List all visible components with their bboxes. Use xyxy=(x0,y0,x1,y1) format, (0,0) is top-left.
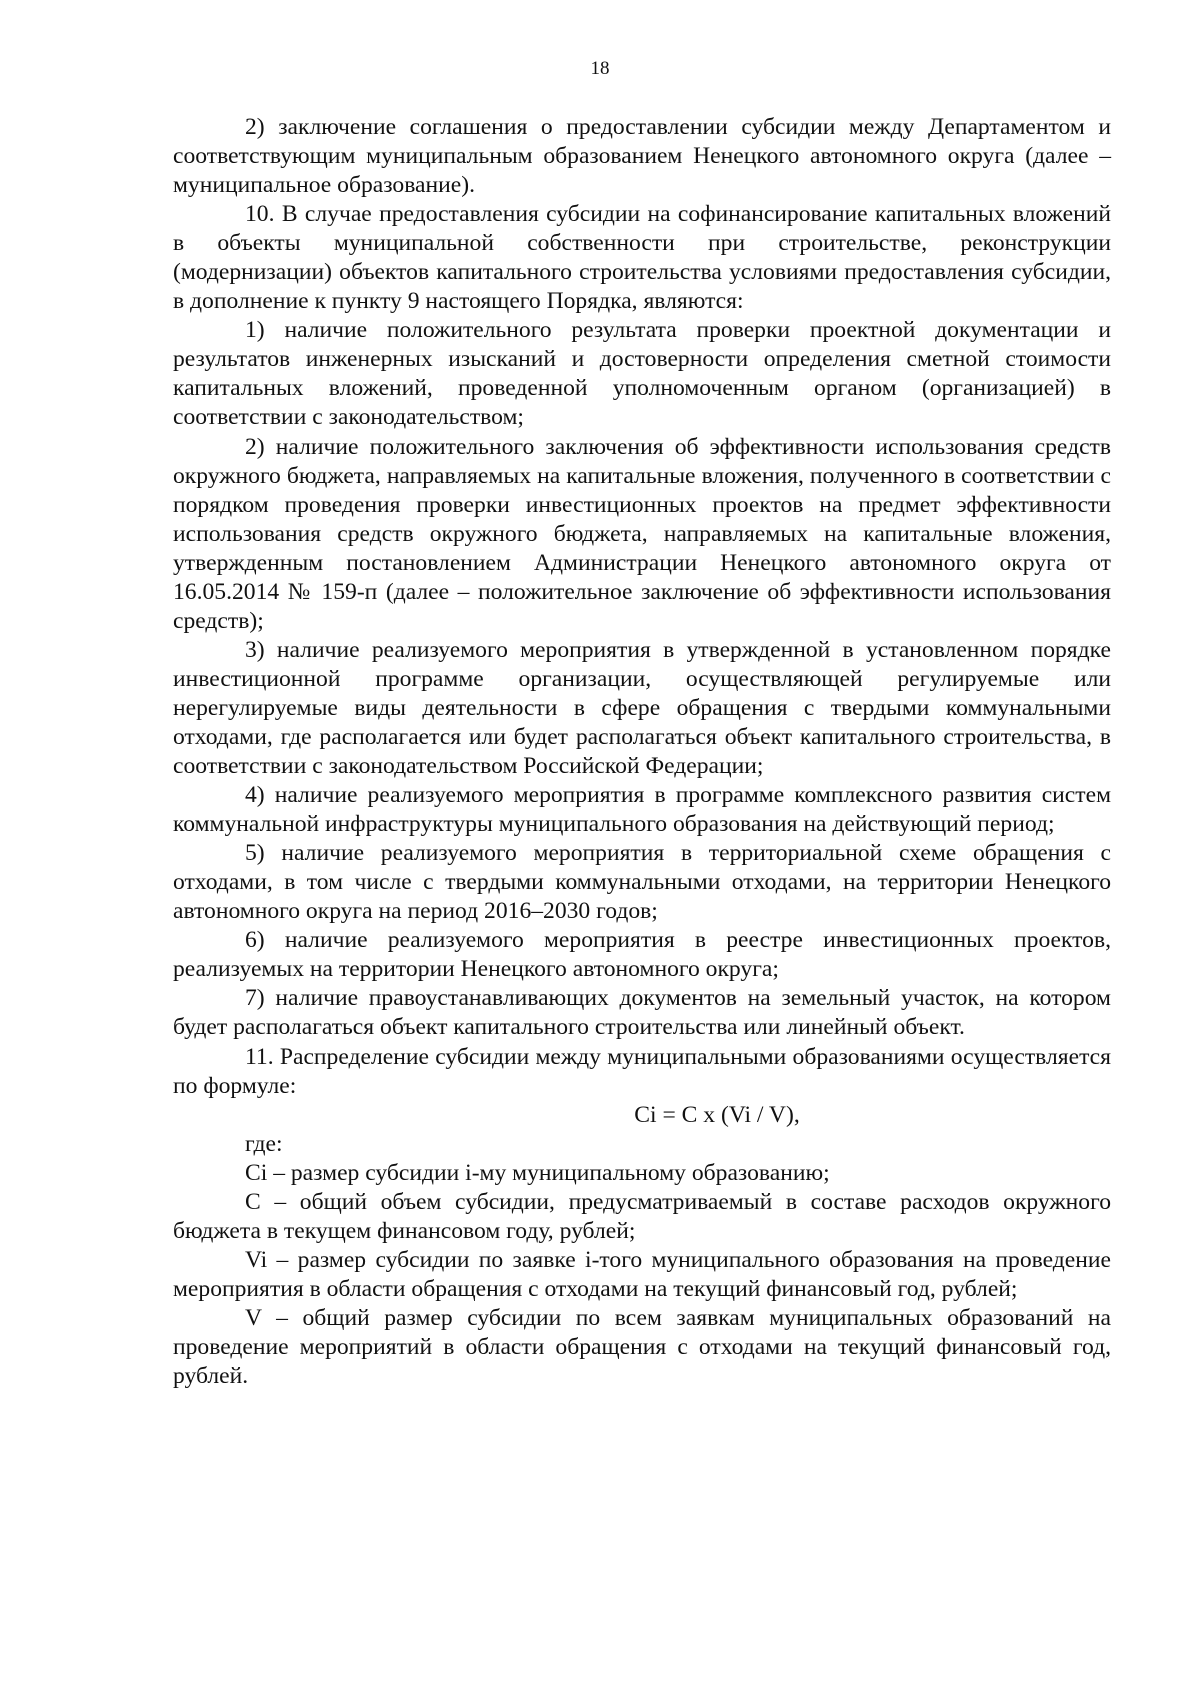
paragraph-item-3-investment-program: 3) наличие реализуемого мероприятия в утвержденной в установленном порядке инвестиционной программе организации, осуществляющей регулируемые или нерегулируемые виды деятельности в сфере обращения с твердыми коммунальными отходами, где располагается или будет располагаться объект капитального строительства, в соответствии с законодательством Российской Федерации; xyxy=(173,636,1111,780)
definition-v: V – общий размер субсидии по всем заявкам муниципальных образований на проведение мероприятий в области обращения с отходами на текущий финансовый год, рублей. xyxy=(173,1304,1111,1390)
document-body xyxy=(173,113,1111,1391)
paragraph-item-6-registry: 6) наличие реализуемого мероприятия в реестре инвестиционных проектов, реализуемых на территории Ненецкого автономного округа; xyxy=(173,927,1111,983)
paragraph-item-2-agreement: 2) заключение соглашения о предоставлении субсидии между Департаментом и соответствующим муниципальным образованием Ненецкого автономного округа (далее – муниципальное образование). xyxy=(173,114,1111,199)
distribution-formula: Ci = C x (Vi / V), xyxy=(634,1101,800,1128)
page-number: 18 xyxy=(590,58,610,79)
paragraph-item-4-infrastructure-program: 4) наличие реализуемого мероприятия в программе комплексного развития систем коммунальной инфраструктуры муниципального образования на действующий период; xyxy=(173,782,1111,838)
definition-ci: Ci – размер субсидии i-му муниципальному образованию; xyxy=(245,1159,830,1186)
definition-vi: Vi – размер субсидии по заявке i-того муниципального образования на проведение мероприятия в области обращения с отходами на текущий финансовый год, рублей; xyxy=(173,1246,1111,1302)
paragraph-clause-10: 10. В случае предоставления субсидии на софинансирование капитальных вложений в объекты муниципальной собственности при строительстве, реконструкции (модернизации) объектов капитального строительства условиями предоставления субсидии, в дополнение к пункту 9 настоящего Порядка, являются: xyxy=(173,201,1111,315)
paragraph-item-1-expertise: 1) наличие положительного результата проверки проектной документации и результатов инженерных изысканий и достоверности определения сметной стоимости капитальных вложений, проведенной уполномоченным органом (организацией) в соответствии с законодательством; xyxy=(173,317,1111,431)
definition-where: где: xyxy=(245,1130,283,1157)
paragraph-clause-11: 11. Распределение субсидии между муниципальными образованиями осуществляется по формуле: xyxy=(173,1043,1111,1099)
paragraph-item-5-territorial-scheme: 5) наличие реализуемого мероприятия в территориальной схеме обращения с отходами, в том числе с твердыми коммунальными отходами, на территории Ненецкого автономного округа на период 2016–2030 годов; xyxy=(173,840,1111,925)
paragraph-item-2-efficiency: 2) наличие положительного заключения об эффективности использования средств окружного бюджета, направляемых на капитальные вложения, полученного в соответствии с порядком проведения проверки инвестиционных проектов на предмет эффективности использования средств окружного бюджета, направляемых на капитальные вложения, утвержденным постановлением Администрации Ненецкого автономного округа от 16.05.2014 № 159-п (далее – положительное заключение об эффективности использования средств); xyxy=(173,433,1111,634)
definition-c: C – общий объем субсидии, предусматриваемый в составе расходов окружного бюджета в текущем финансовом году, рублей; xyxy=(173,1188,1111,1244)
paragraph-item-7-land-documents: 7) наличие правоустанавливающих документов на земельный участок, на котором будет располагаться объект капитального строительства или линейный объект. xyxy=(173,985,1111,1041)
